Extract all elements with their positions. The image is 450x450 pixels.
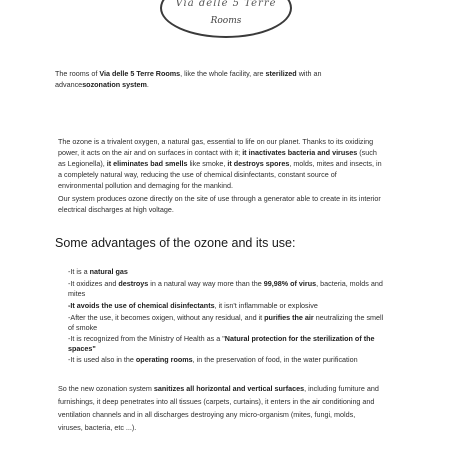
advantage-1: -It is a natural gas: [68, 267, 128, 276]
closing-line-2: furnishings, it deep penetrates into all tissues (carpets, curtains), it enters in the air conditioning and: [58, 397, 375, 406]
advantage-6: -It is used also in the operating rooms, in the preservation of food, in the water purification: [68, 355, 358, 364]
logo-line-1: Via delle 5 Terre: [175, 0, 277, 9]
ozone-line-4: a completely natural way, reducing the use of chemical disinfectants, constant source of: [58, 170, 337, 179]
advantage-5-cont: spaces": [68, 344, 96, 353]
system-line-2: electrical discharges at high voltage.: [58, 205, 174, 214]
closing-line-1: So the new ozonation system sanitizes all horizontal and vertical surfaces, including furniture and: [58, 384, 379, 393]
advantage-4-cont: of smoke: [68, 323, 98, 332]
advantage-2: -It oxidizes and destroys in a natural way way more than the 99,98% of virus, bacteria, molds and: [68, 279, 383, 288]
advantage-4: -After the use, it becomes oxigen, without any residual, and it purifies the air neutralizing the smell: [68, 313, 384, 322]
ozone-line-1: The ozone is a trivalent oxygen, a natural gas, essential to life on our planet. Thanks to its oxidizing: [58, 137, 374, 146]
intro-line-1: The rooms of Via delle 5 Terre Rooms, like the whole facility, are sterilized with an: [55, 69, 322, 78]
closing-line-3: ventilation channels and in all discharges destroying any micro-organism (mites, fungi, molds,: [58, 410, 356, 419]
ozone-line-3: as Legionella), it eliminates bad smells like smoke, it destroys spores, molds, mites and insects, in: [58, 159, 382, 168]
advantage-5: -It is recognized from the Ministry of Health as a "Natural protection for the sterilization of the: [68, 334, 375, 343]
advantages-heading: Some advantages of the ozone and its use:: [55, 236, 296, 250]
intro-line-2: advancesozonation system.: [55, 80, 149, 89]
advantage-2-cont: mites: [68, 289, 86, 298]
ozone-line-2: power, it acts on the air and on surfaces in contact with it; it inactivates bacteria and viruses (such: [58, 148, 377, 157]
closing-line-4: viruses, bacteria, etc ...).: [58, 423, 137, 432]
ozone-line-5: environmental pollution and demaging for the mankind.: [58, 181, 234, 190]
logo: [160, 0, 292, 38]
logo-line-2: Rooms: [210, 16, 242, 26]
advantage-3: -It avoids the use of chemical disinfectants, it isn't inflammable or explosive: [68, 301, 318, 310]
system-line-1: Our system produces ozone directly on the site of use through a generator able to create in its interior: [58, 194, 381, 203]
